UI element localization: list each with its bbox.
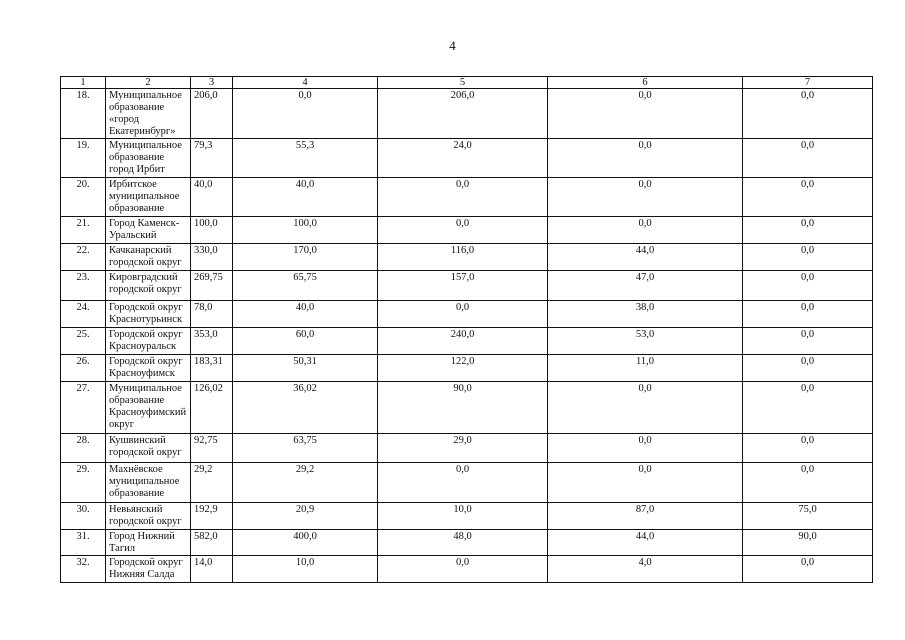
cell-col-5: 240,0 [378, 328, 548, 355]
cell-col-7: 0,0 [743, 355, 873, 382]
municipality-name: Городской округ Красноуральск [106, 328, 191, 355]
table-row [61, 89, 873, 139]
cell-col-7: 0,0 [743, 244, 873, 271]
table-row [61, 463, 873, 503]
cell-col-3: 78,0 [191, 301, 233, 328]
cell-col-5: 122,0 [378, 355, 548, 382]
cell-col-6: 0,0 [548, 178, 743, 217]
cell-col-5: 116,0 [378, 244, 548, 271]
row-number: 28. [61, 434, 106, 463]
cell-col-6: 87,0 [548, 503, 743, 530]
municipality-name: Ирбитское муниципальное образование [106, 178, 191, 217]
municipality-name: Качканарский городской округ [106, 244, 191, 271]
header-cell-3: 3 [191, 77, 233, 89]
municipality-name: Муниципальное образование город Ирбит [106, 139, 191, 178]
cell-col-7: 0,0 [743, 178, 873, 217]
cell-col-6: 4,0 [548, 556, 743, 583]
cell-col-4: 170,0 [233, 244, 378, 271]
cell-col-6: 0,0 [548, 89, 743, 139]
table-row [61, 382, 873, 434]
row-number: 32. [61, 556, 106, 583]
row-number: 27. [61, 382, 106, 434]
cell-col-6: 11,0 [548, 355, 743, 382]
table-row [61, 244, 873, 271]
row-number: 24. [61, 301, 106, 328]
table-row [61, 271, 873, 301]
cell-col-7: 75,0 [743, 503, 873, 530]
municipality-name: Муниципальное образование «город Екатеринбург» [106, 89, 191, 139]
row-number: 20. [61, 178, 106, 217]
cell-col-4: 50,31 [233, 355, 378, 382]
cell-col-5: 0,0 [378, 217, 548, 244]
cell-col-3: 206,0 [191, 89, 233, 139]
row-number: 18. [61, 89, 106, 139]
cell-col-5: 90,0 [378, 382, 548, 434]
cell-col-6: 44,0 [548, 244, 743, 271]
table-row [61, 503, 873, 530]
cell-col-4: 29,2 [233, 463, 378, 503]
cell-col-3: 79,3 [191, 139, 233, 178]
cell-col-3: 582,0 [191, 530, 233, 556]
table-row [61, 139, 873, 178]
cell-col-5: 0,0 [378, 178, 548, 217]
municipality-name: Махнёвское муниципальное образование [106, 463, 191, 503]
cell-col-5: 206,0 [378, 89, 548, 139]
header-cell-4: 4 [233, 77, 378, 89]
cell-col-7: 0,0 [743, 301, 873, 328]
header-cell-6: 6 [548, 77, 743, 89]
cell-col-5: 0,0 [378, 556, 548, 583]
cell-col-4: 10,0 [233, 556, 378, 583]
cell-col-4: 0,0 [233, 89, 378, 139]
municipality-name: Город Каменск-Уральский [106, 217, 191, 244]
header-row [61, 77, 873, 89]
cell-col-7: 0,0 [743, 382, 873, 434]
cell-col-3: 126,02 [191, 382, 233, 434]
cell-col-6: 0,0 [548, 382, 743, 434]
cell-col-4: 60,0 [233, 328, 378, 355]
municipality-name: Городской округ Красноуфимск [106, 355, 191, 382]
cell-col-7: 0,0 [743, 556, 873, 583]
cell-col-6: 44,0 [548, 530, 743, 556]
cell-col-7: 0,0 [743, 139, 873, 178]
table-row [61, 328, 873, 355]
header-cell-7: 7 [743, 77, 873, 89]
row-number: 25. [61, 328, 106, 355]
cell-col-5: 10,0 [378, 503, 548, 530]
page-number: 4 [449, 38, 456, 53]
cell-col-3: 92,75 [191, 434, 233, 463]
cell-col-5: 24,0 [378, 139, 548, 178]
cell-col-3: 40,0 [191, 178, 233, 217]
cell-col-3: 14,0 [191, 556, 233, 583]
municipality-name: Невьянский городской округ [106, 503, 191, 530]
cell-col-6: 53,0 [548, 328, 743, 355]
header-cell-1: 1 [61, 77, 106, 89]
cell-col-4: 55,3 [233, 139, 378, 178]
cell-col-4: 36,02 [233, 382, 378, 434]
cell-col-6: 0,0 [548, 217, 743, 244]
row-number: 19. [61, 139, 106, 178]
row-number: 31. [61, 530, 106, 556]
row-number: 23. [61, 271, 106, 301]
cell-col-7: 0,0 [743, 271, 873, 301]
cell-col-6: 47,0 [548, 271, 743, 301]
municipality-name: Городской округ Краснотурьинск [106, 301, 191, 328]
table-row [61, 556, 873, 583]
cell-col-5: 29,0 [378, 434, 548, 463]
cell-col-7: 0,0 [743, 217, 873, 244]
cell-col-3: 192,9 [191, 503, 233, 530]
cell-col-5: 0,0 [378, 301, 548, 328]
table-row [61, 530, 873, 556]
row-number: 30. [61, 503, 106, 530]
cell-col-4: 63,75 [233, 434, 378, 463]
cell-col-4: 40,0 [233, 178, 378, 217]
cell-col-4: 40,0 [233, 301, 378, 328]
row-number: 22. [61, 244, 106, 271]
table-body [61, 89, 873, 583]
cell-col-3: 330,0 [191, 244, 233, 271]
cell-col-7: 0,0 [743, 89, 873, 139]
municipality-name: Кировградский городской округ [106, 271, 191, 301]
cell-col-4: 100,0 [233, 217, 378, 244]
cell-col-6: 38,0 [548, 301, 743, 328]
cell-col-6: 0,0 [548, 434, 743, 463]
table-row [61, 178, 873, 217]
cell-col-3: 269,75 [191, 271, 233, 301]
cell-col-3: 100,0 [191, 217, 233, 244]
cell-col-7: 0,0 [743, 328, 873, 355]
cell-col-3: 353,0 [191, 328, 233, 355]
municipality-name: Городской округ Нижняя Салда [106, 556, 191, 583]
row-number: 29. [61, 463, 106, 503]
cell-col-6: 0,0 [548, 139, 743, 178]
cell-col-3: 29,2 [191, 463, 233, 503]
cell-col-5: 157,0 [378, 271, 548, 301]
cell-col-6: 0,0 [548, 463, 743, 503]
cell-col-4: 400,0 [233, 530, 378, 556]
budget-table [60, 76, 873, 583]
row-number: 21. [61, 217, 106, 244]
cell-col-3: 183,31 [191, 355, 233, 382]
header-cell-5: 5 [378, 77, 548, 89]
cell-col-4: 20,9 [233, 503, 378, 530]
cell-col-4: 65,75 [233, 271, 378, 301]
municipality-name: Город Нижний Тагил [106, 530, 191, 556]
table-row [61, 434, 873, 463]
cell-col-7: 90,0 [743, 530, 873, 556]
cell-col-5: 48,0 [378, 530, 548, 556]
table-row [61, 217, 873, 244]
cell-col-7: 0,0 [743, 463, 873, 503]
row-number: 26. [61, 355, 106, 382]
cell-col-7: 0,0 [743, 434, 873, 463]
header-cell-2: 2 [106, 77, 191, 89]
table-row [61, 301, 873, 328]
municipality-name: Кушвинский городской округ [106, 434, 191, 463]
municipality-name: Муниципальное образование Красноуфимский округ [106, 382, 191, 434]
table-row [61, 355, 873, 382]
cell-col-5: 0,0 [378, 463, 548, 503]
